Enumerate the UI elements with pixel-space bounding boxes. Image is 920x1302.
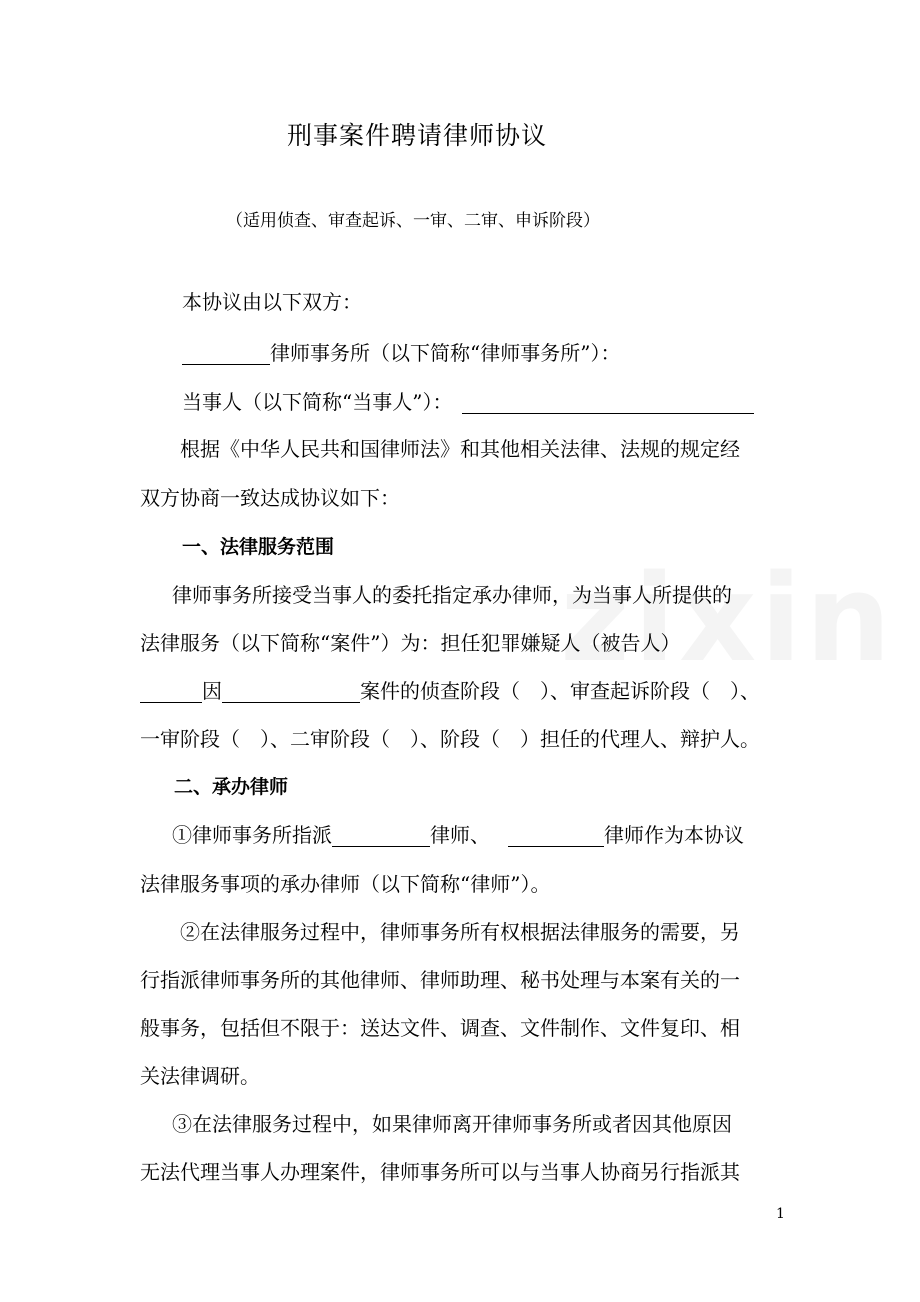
basis-line-1: 根据《中华人民共和国律师法》和其他相关法律、法规的规定经 xyxy=(180,437,740,461)
section-1-line-3-rest: 案件的侦查阶段（ ）、审查起诉阶段（ ）、 xyxy=(360,679,760,703)
section-2-item-2-line-4: 关法律调研。 xyxy=(140,1064,260,1088)
section-2-item-1-part-2: 律师、 xyxy=(430,823,490,847)
section-2-item-2-line-2: 行指派律师事务所的其他律师、律师助理、秘书处理与本案有关的一 xyxy=(140,968,740,992)
section-1-line-2: 法律服务（以下简称“案件”）为：担任犯罪嫌疑人（被告人） xyxy=(140,631,681,655)
section-2-item-2-line-1: ②在法律服务过程中，律师事务所有权根据法律服务的需要，另 xyxy=(180,920,740,944)
section-2-heading: 二、承办律师 xyxy=(174,776,289,798)
section-1-line-3-because: 因 xyxy=(202,679,222,703)
client-line xyxy=(182,387,754,417)
firm-line-text: 律师事务所（以下简称“律师事务所”）： xyxy=(270,341,621,365)
section-2-item-3-line-2: 无法代理当事人办理案件，律师事务所可以与当事人协商另行指派其 xyxy=(140,1160,740,1184)
section-2-item-1-line-1 xyxy=(172,820,744,850)
client-line-text: 当事人（以下简称“当事人”）： xyxy=(182,390,453,414)
section-2-item-2-line-3: 般事务，包括但不限于：送达文件、调查、文件制作、文件复印、相 xyxy=(140,1016,740,1040)
basis-line-2: 双方协商一致达成协议如下： xyxy=(140,486,400,510)
lawyer-1-name-blank[interactable] xyxy=(332,824,430,847)
section-1-line-4: 一审阶段（ ）、二审阶段（ ）、阶段（ ）担任的代理人、辩护人。 xyxy=(140,727,760,751)
page-number: 1 xyxy=(776,1206,785,1222)
firm-line xyxy=(182,338,620,368)
parties-intro: 本协议由以下双方： xyxy=(182,290,362,314)
document-title: 刑事案件聘请律师协议 xyxy=(286,121,547,150)
section-2-item-1-part-1: ①律师事务所指派 xyxy=(172,823,332,847)
watermark-logo xyxy=(560,560,895,680)
case-name-blank[interactable] xyxy=(222,680,360,703)
section-1-heading: 一、法律服务范围 xyxy=(182,536,335,558)
firm-name-blank[interactable] xyxy=(182,342,270,365)
section-1-line-1: 律师事务所接受当事人的委托指定承办律师，为当事人所提供的 xyxy=(172,583,732,607)
section-2-item-3-line-1: ③在法律服务过程中，如果律师离开律师事务所或者因其他原因 xyxy=(172,1112,732,1136)
section-2-item-1-part-3: 律师作为本协议 xyxy=(604,823,744,847)
section-1-line-3 xyxy=(140,676,760,706)
lawyer-2-name-blank[interactable] xyxy=(508,824,604,847)
section-2-item-1-line-2: 法律服务事项的承办律师（以下简称“律师”）。 xyxy=(140,872,551,896)
defendant-name-blank[interactable] xyxy=(140,680,202,703)
client-name-blank[interactable] xyxy=(462,391,754,414)
document-subtitle: （适用侦查、审查起诉、一审、二审、申诉阶段） xyxy=(226,211,600,231)
